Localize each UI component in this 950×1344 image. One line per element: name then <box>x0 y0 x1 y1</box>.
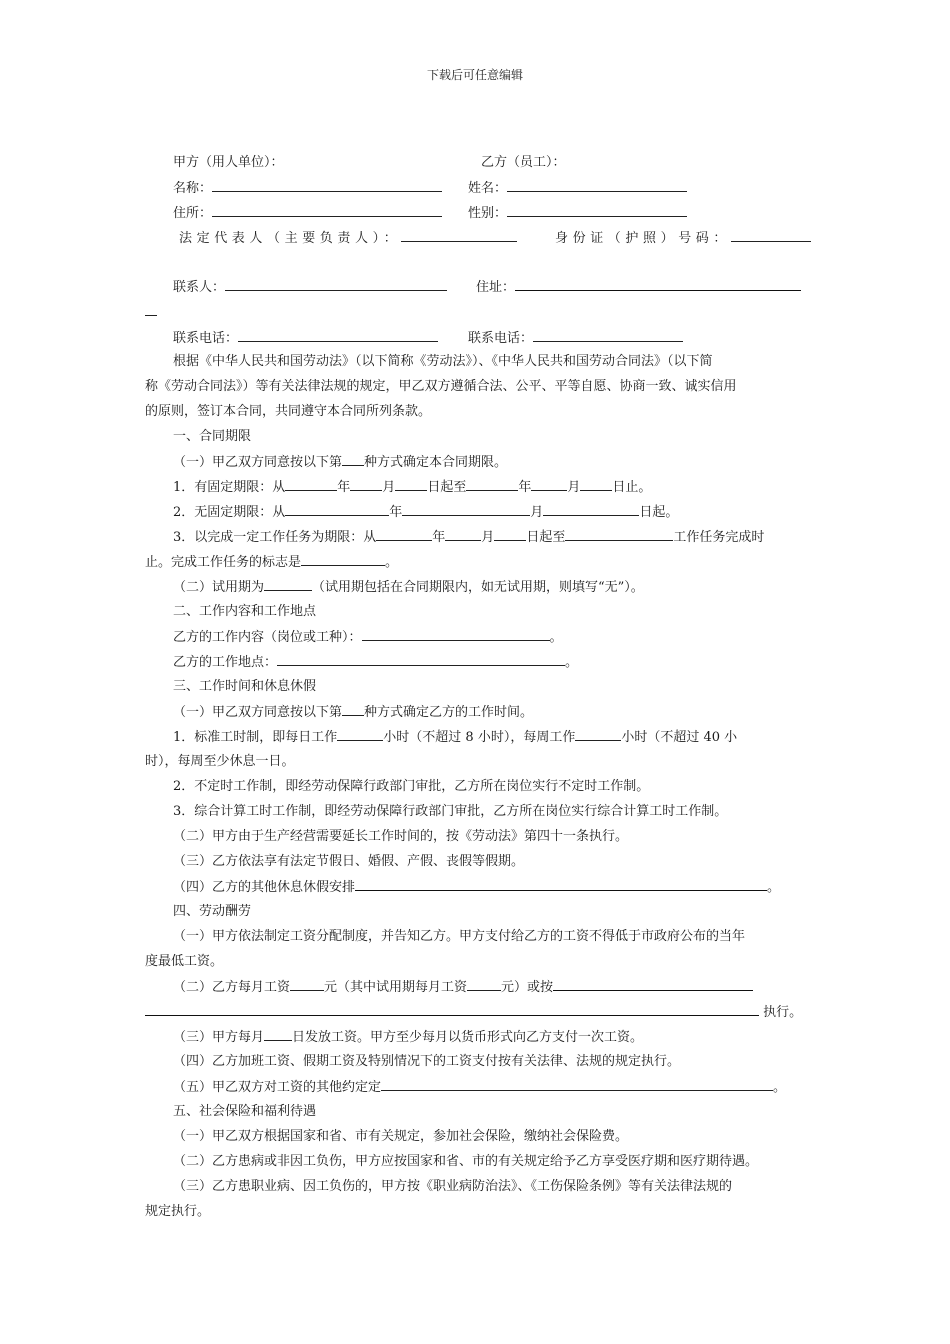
s3-standard-line-2: 时），每周至少休息一日。 <box>145 754 295 769</box>
employee-name-field[interactable] <box>507 180 687 192</box>
s5-insurance-line: （一）甲乙双方根据国家和省、市有关规定，参加社会保险，缴纳社会保险费。 <box>173 1129 629 1144</box>
s4-salary-line: （二）乙方每月工资 元（其中试用期每月工资 元）或按 <box>173 979 753 996</box>
fixed-start-day[interactable] <box>395 479 427 491</box>
contact-person-line: 联系人： <box>173 279 447 296</box>
open-start-day[interactable] <box>543 504 639 516</box>
intro-line-1: 根据《中华人民共和国劳动法》（以下简称《劳动法》）、《中华人民共和国劳动合同法》（以下简 <box>173 354 713 369</box>
s5-injury-line-2: 规定执行。 <box>145 1204 211 1219</box>
s3-method-field[interactable] <box>342 704 364 716</box>
s1-task-mark-line: 止。完成工作任务的标志是 。 <box>145 555 399 570</box>
monthly-salary-field[interactable] <box>290 979 324 991</box>
s3-overtime-line: （二）甲方由于生产经营需要延长工作时间的，按《劳动法》第四十一条执行。 <box>173 829 629 844</box>
open-start-month[interactable] <box>402 504 530 516</box>
company-phone-line: 联系电话： <box>173 330 438 347</box>
s1-method-field[interactable] <box>342 454 364 466</box>
fixed-start-year[interactable] <box>285 479 337 491</box>
s1-method-line: （一）甲乙双方同意按以下第 种方式确定本合同期限。 <box>173 455 508 470</box>
s2-location-line: 乙方的工作地点： 。 <box>173 655 579 670</box>
s4-p1-line-2: 度最低工资。 <box>145 954 224 969</box>
fixed-end-year[interactable] <box>466 479 518 491</box>
weekly-hours-field[interactable] <box>575 729 621 741</box>
employee-address-field[interactable] <box>515 279 801 291</box>
employee-phone-field[interactable] <box>533 330 683 342</box>
task-start-year[interactable] <box>376 529 432 541</box>
other-leave-field[interactable] <box>355 879 767 891</box>
payday-field[interactable] <box>264 1029 292 1041</box>
s3-standard-line: 1．标准工时制，即每日工作 小时（不超过 8 小时），每周工作 小时（不超过 40 小 <box>173 730 738 745</box>
salary-basis-field-cont[interactable] <box>145 1004 759 1016</box>
s2-content-line: 乙方的工作内容（岗位或工种）： 。 <box>173 630 563 645</box>
employee-gender-field[interactable] <box>507 205 687 217</box>
task-end-field[interactable] <box>565 529 673 541</box>
legal-rep-field[interactable] <box>401 230 517 242</box>
employee-name-line: 姓名： <box>468 180 687 197</box>
section-1-heading: 一、合同期限 <box>173 429 252 444</box>
open-start-year[interactable] <box>285 504 389 516</box>
other-salary-field[interactable] <box>381 1079 773 1091</box>
employee-address-line: 住址： <box>476 279 801 296</box>
job-location-field[interactable] <box>277 654 565 666</box>
intro-line-3: 的原则，签订本合同，共同遵守本合同所列条款。 <box>145 404 432 419</box>
employee-gender-line: 性别： <box>468 205 687 222</box>
id-number-line: 身份证（护照）号码： <box>555 230 811 247</box>
task-mark-field[interactable] <box>301 554 385 566</box>
employee-phone-line: 联系电话： <box>468 330 683 347</box>
party-a-title: 甲方（用人单位）： <box>173 155 284 170</box>
fixed-end-month[interactable] <box>531 479 567 491</box>
salary-basis-field[interactable] <box>553 979 753 991</box>
id-number-field[interactable] <box>731 230 811 242</box>
company-address-field[interactable] <box>212 205 442 217</box>
intro-line-2: 称《劳动合同法》）等有关法律法规的规定，甲乙双方遵循合法、公平、平等自愿、协商一致、诚实信用 <box>145 379 737 394</box>
s3-flexible-line: 2．不定时工作制，即经劳动保障行政部门审批，乙方所在岗位实行不定时工作制。 <box>173 779 650 794</box>
probation-field[interactable] <box>264 579 312 591</box>
daily-hours-field[interactable] <box>337 729 383 741</box>
party-b-title: 乙方（员工）： <box>481 155 566 170</box>
fixed-end-day[interactable] <box>580 479 612 491</box>
s4-other-salary-line: （五）甲乙双方对工资的其他约定定 。 <box>173 1080 787 1095</box>
task-start-day[interactable] <box>494 529 526 541</box>
s4-salary-line-2: 执行。 <box>145 1004 802 1021</box>
s3-holiday-line: （三）乙方依法享有法定节假日、婚假、产假、丧假等假期。 <box>173 854 525 869</box>
company-phone-field[interactable] <box>238 330 438 342</box>
employee-address-field-cont[interactable] <box>145 304 157 316</box>
legal-rep-line: 法定代表人（主要负责人）： <box>179 230 517 247</box>
s1-fixed-term-line: 1．有固定期限：从 年 月 日起至 年 月 日止。 <box>173 480 652 495</box>
s5-sick-line: （二）乙方患病或非因工负伤，甲方应按国家和省、市的有关规定给予乙方享受医疗期和医疗期待遇。 <box>173 1154 759 1169</box>
section-2-heading: 二、工作内容和工作地点 <box>173 604 317 619</box>
s1-probation-line: （二）试用期为 （试用期包括在合同期限内，如无试用期，则填写“无”）。 <box>173 580 644 595</box>
page-header: 下载后可任意编辑 <box>426 68 523 82</box>
company-address-line: 住所： <box>173 205 442 222</box>
job-content-field[interactable] <box>362 629 550 641</box>
s3-method-line: （一）甲乙双方同意按以下第 种方式确定乙方的工作时间。 <box>173 705 534 720</box>
task-start-month[interactable] <box>445 529 481 541</box>
section-3-heading: 三、工作时间和休息休假 <box>173 679 317 694</box>
company-name-line: 名称： <box>173 180 442 197</box>
section-4-heading: 四、劳动酬劳 <box>173 904 252 919</box>
section-5-heading: 五、社会保险和福利待遇 <box>173 1104 317 1119</box>
s4-payday-line: （三）甲方每月 日发放工资。甲方至少每月以货币形式向乙方支付一次工资。 <box>173 1030 644 1045</box>
s1-task-term-line: 3．以完成一定工作任务为期限：从 年 月 日起至 工作任务完成时 <box>173 530 765 545</box>
s3-other-leave-line: （四）乙方的其他休息休假安排 。 <box>173 880 781 895</box>
s1-open-term-line: 2．无固定期限：从 年 月 日起。 <box>173 505 679 520</box>
s3-comprehensive-line: 3．综合计算工时工作制，即经劳动保障行政部门审批，乙方所在岗位实行综合计算工时工作制。 <box>173 804 728 819</box>
s4-p1-line-1: （一）甲方依法制定工资分配制度，并告知乙方。甲方支付给乙方的工资不得低于市政府公布的当年 <box>173 929 746 944</box>
s4-overtime-pay-line: （四）乙方加班工资、假期工资及特别情况下的工资支付按有关法律、法规的规定执行。 <box>173 1054 681 1069</box>
contact-person-field[interactable] <box>225 279 447 291</box>
s5-injury-line-1: （三）乙方患职业病、因工负伤的，甲方按《职业病防治法》、《工伤保险条例》等有关法律法规的 <box>173 1179 733 1194</box>
probation-salary-field[interactable] <box>467 979 501 991</box>
fixed-start-month[interactable] <box>350 479 382 491</box>
company-name-field[interactable] <box>212 180 442 192</box>
